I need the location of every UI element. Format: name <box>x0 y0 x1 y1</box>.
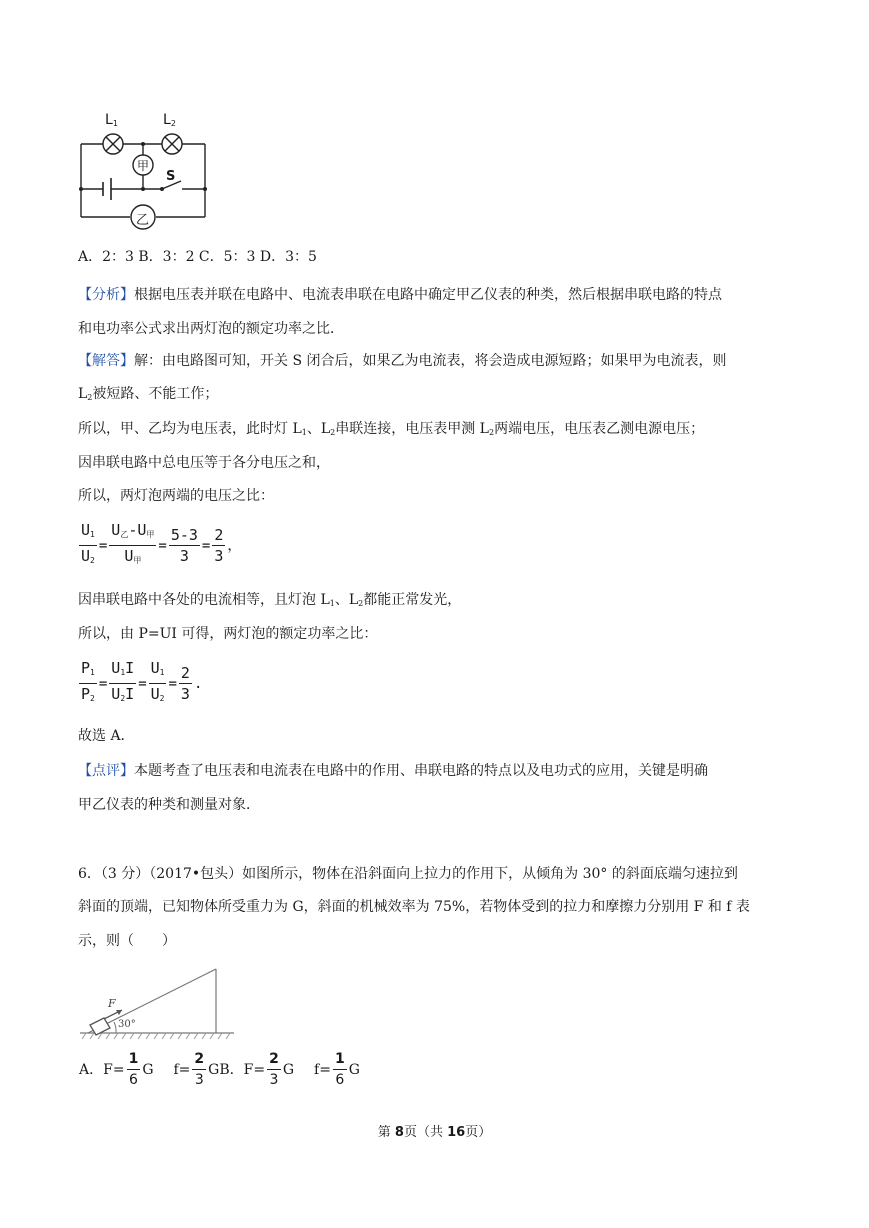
comment-line-1: 【点评】本题考查了电压表和电流表在电路中的作用、串联电路的特点以及电功式的应用，关键是明确 <box>78 763 708 779</box>
analysis-line-1: 【分析】根据电压表并联在电路中、电流表串联在电路中确定甲乙仪表的种类，然后根据串联电路的特点 <box>78 287 722 303</box>
solution-tag: 【解答】 <box>78 353 134 369</box>
total-pages: 16 <box>447 1125 466 1140</box>
solution-answer: 故选 A． <box>78 728 135 744</box>
q6-line-2: 斜面的顶端，已知物体所受重力为 G，斜面的机械效率为 75%，若物体受到的拉力和摩擦力分别用 F 和 f 表 <box>78 899 750 915</box>
q5-options: A．2：3 B．3：2 C．5：3 D．3：5 <box>78 249 317 265</box>
comment-line-2: 甲乙仪表的种类和测量对象． <box>78 797 260 813</box>
force-label: F <box>108 997 116 1010</box>
solution-line-1: 【解答】解：由电路图可知，开关 S 闭合后，如果乙为电流表，将会造成电源短路；如果甲为电流表，则 <box>78 353 727 369</box>
meter-jia-label: 甲 <box>137 159 150 173</box>
angle-label: 30° <box>118 1019 136 1030</box>
solution-line-5: 所以，两灯泡两端的电压之比： <box>78 488 274 504</box>
solution-line-3: 所以，甲、乙均为电压表，此时灯 $L_1$、$L_2$串联连接，电压表甲测 $L_2$两端电压，电压表乙测电源电压； <box>78 421 705 437</box>
q6-line-1: 6．（3 分）（2017•包头）如图所示，物体在沿斜面向上拉力的作用下，从倾角为 30° 的斜面底端匀速拉到 <box>78 866 738 882</box>
incline-figure <box>80 965 240 1045</box>
solution-line-2: $L_2$被短路、不能工作； <box>78 386 219 402</box>
lamp-l1-label: $L_1$ <box>105 112 118 128</box>
solution-line-6: 因串联电路中各处的电流相等，且灯泡 $L_1$、$L_2$都能正常发光， <box>78 592 462 608</box>
power-ratio-equation: $\frac{P_1}{P_2}$ = $\frac{U_1I}{U_2I}$ = $\frac{U_1}{U_2}$ = $\frac{2}{3}$ . <box>81 659 203 703</box>
analysis-line-2: 和电功率公式求出两灯泡的额定功率之比． <box>78 321 344 337</box>
switch-label: S <box>166 169 176 184</box>
comment-tag: 【点评】 <box>78 763 134 779</box>
page-number: 8 <box>394 1125 404 1140</box>
lamp-l2-label: $L_2$ <box>163 112 176 128</box>
voltage-ratio-equation: $\frac{U_1}{U_2}$ = $\frac{U_乙-U_甲}{U_甲}$ = $\frac{5-3}{3}$ = $\frac{2}{3}$ ， <box>81 521 242 565</box>
q6-options: A．F= $\frac{1}{6}$ G f= $\frac{2}{3}$ GB．F= $\frac{2}{3}$ G f= $\frac{1}{6}$ G <box>79 1051 360 1088</box>
analysis-tag: 【分析】 <box>78 287 134 303</box>
q6-line-3: 示，则（ ） <box>78 933 176 949</box>
solution-line-7: 所以，由 P=UI 可得，两灯泡的额定功率之比： <box>78 626 378 642</box>
meter-yi-label: 乙 <box>136 213 150 228</box>
solution-line-4: 因串联电路中总电压等于各分电压之和， <box>78 455 330 471</box>
page-footer: 第 8页（共 16页） <box>377 1125 492 1140</box>
